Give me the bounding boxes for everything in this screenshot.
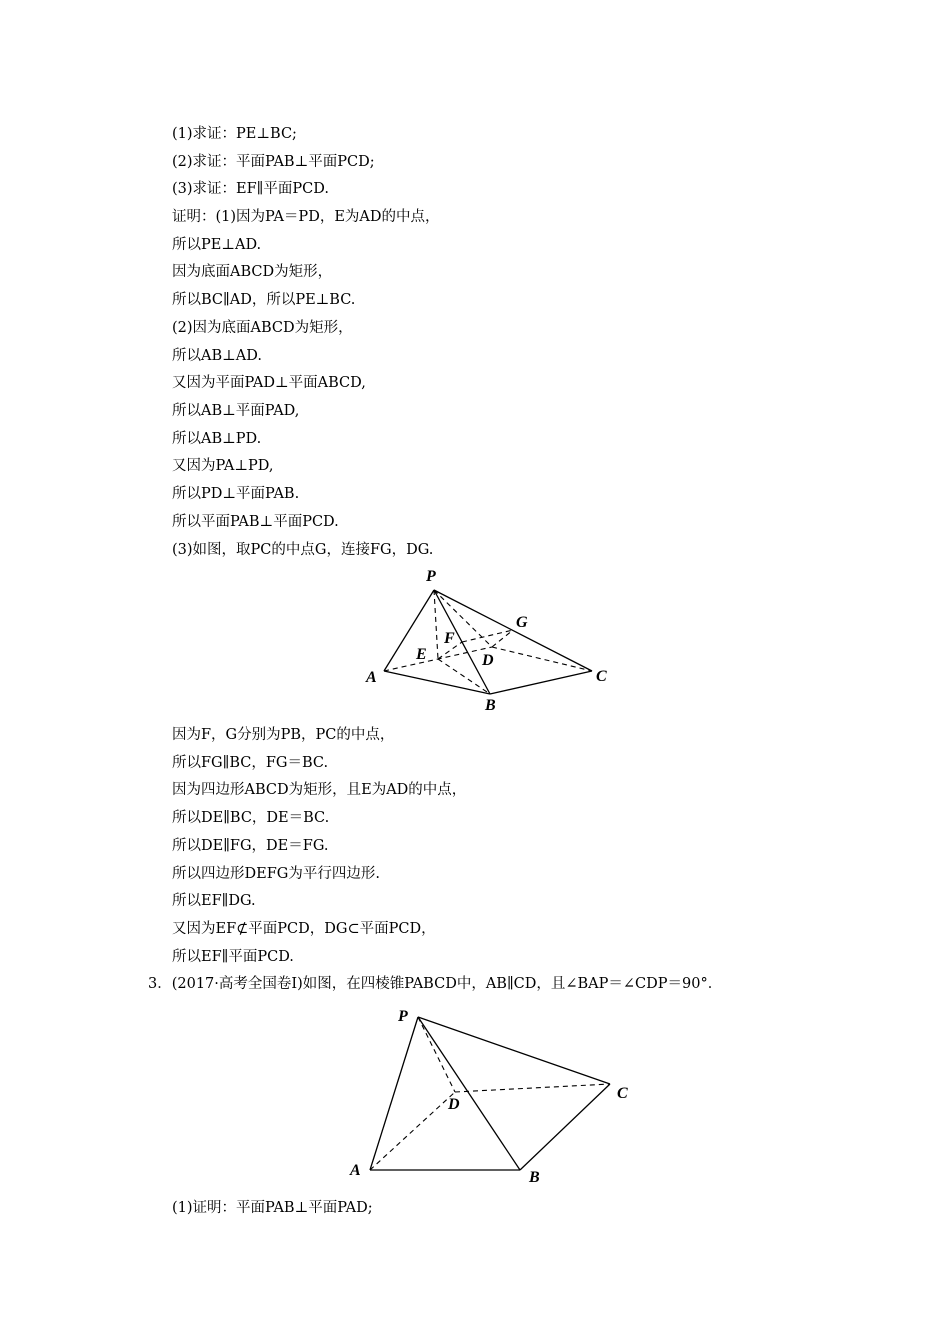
label-f: F — [444, 630, 455, 647]
text-line: (3)如图，取PC的中点G，连接FG，DG. — [172, 542, 434, 558]
segment-fg — [462, 630, 513, 642]
pyramid-figure-2 — [340, 1005, 640, 1195]
pyramid-figure-1 — [360, 565, 640, 715]
text-line: 所以PE⊥AD. — [172, 237, 262, 253]
edge-pd — [434, 590, 492, 647]
edge-pc — [418, 1017, 610, 1084]
text-line: (3)求证：EF∥平面PCD. — [172, 181, 329, 197]
text-line: (2)求证：平面PAB⊥平面PCD; — [172, 154, 375, 170]
edge-pc — [434, 590, 592, 671]
label-p: P — [398, 1008, 408, 1025]
label-d: D — [482, 652, 494, 669]
text-line: 又因为平面PAD⊥平面ABCD, — [172, 375, 366, 391]
text-line: (1)求证：PE⊥BC; — [172, 126, 297, 142]
text-line: 所以四边形DEFG为平行四边形. — [172, 866, 380, 882]
label-g: G — [516, 614, 528, 631]
label-a: A — [350, 1162, 361, 1179]
text-line: 所以BC∥AD，所以PE⊥BC. — [172, 292, 356, 308]
text-line: 因为四边形ABCD为矩形，且E为AD的中点， — [172, 782, 467, 798]
text-line: 因为F，G分别为PB，PC的中点， — [172, 727, 395, 743]
text-line: 所以平面PAB⊥平面PCD. — [172, 514, 339, 530]
text-line: 所以AB⊥平面PAD, — [172, 403, 300, 419]
label-a: A — [366, 669, 377, 686]
edge-ab — [384, 671, 490, 694]
edge-pa — [370, 1017, 418, 1170]
text-line: 证明：(1)因为PA＝PD，E为AD的中点， — [172, 209, 440, 225]
edge-dc — [455, 1084, 610, 1092]
text-line: (1)证明：平面PAB⊥平面PAD; — [172, 1200, 373, 1216]
edge-bc — [520, 1084, 610, 1170]
label-b: B — [485, 697, 496, 714]
text-line: 所以AB⊥PD. — [172, 431, 262, 447]
text-line: 所以FG∥BC，FG＝BC. — [172, 755, 329, 771]
segment-pe — [434, 590, 438, 659]
text-line: 所以PD⊥平面PAB. — [172, 486, 300, 502]
edge-pb — [418, 1017, 520, 1170]
label-c: C — [617, 1085, 628, 1102]
label-p: P — [426, 568, 436, 585]
text-line: 又因为PA⊥PD, — [172, 458, 274, 474]
edge-bc — [490, 671, 592, 694]
text-line: 所以EF∥DG. — [172, 893, 256, 909]
text-line: 又因为EF⊄平面PCD，DG⊂平面PCD， — [172, 921, 436, 937]
label-b: B — [529, 1169, 540, 1186]
text-line: 所以DE∥FG，DE＝FG. — [172, 838, 329, 854]
label-c: C — [596, 668, 607, 685]
text-line: 所以EF∥平面PCD. — [172, 949, 294, 965]
label-d: D — [448, 1096, 460, 1113]
text-line: 因为底面ABCD为矩形， — [172, 264, 333, 280]
edge-dc — [492, 647, 592, 671]
label-e: E — [416, 646, 427, 663]
text-line: 所以AB⊥AD. — [172, 348, 262, 364]
problem-3-statement: 3．(2017·高考全国卷Ⅰ)如图，在四棱锥PABCD中，AB∥CD，且∠BAP＝∠CDP＝90°． — [148, 976, 723, 992]
text-line: (2)因为底面ABCD为矩形， — [172, 320, 353, 336]
text-line: 所以DE∥BC，DE＝BC. — [172, 810, 330, 826]
segment-dg — [492, 630, 513, 647]
